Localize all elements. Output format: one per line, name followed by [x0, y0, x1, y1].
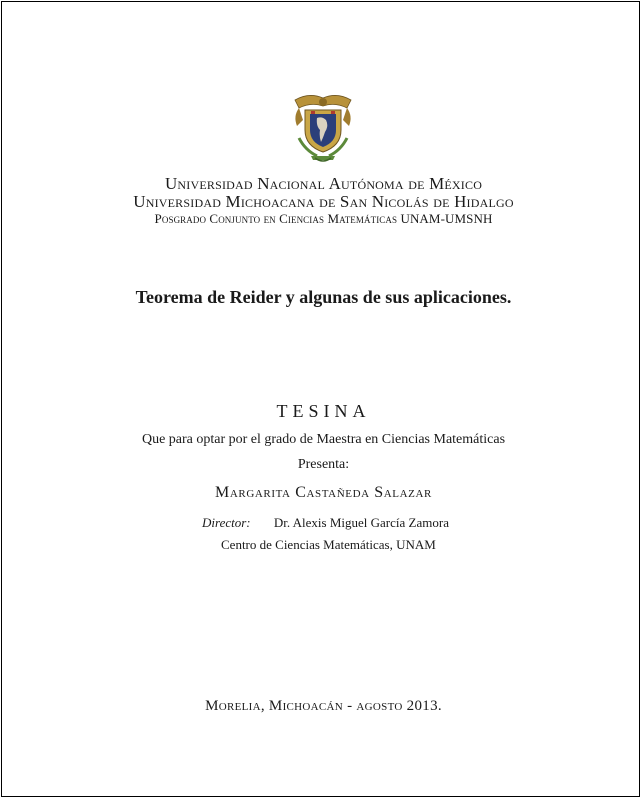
degree-purpose: Que para optar por el grado de Maestra en Ciencias Matemáticas	[141, 432, 506, 447]
author-name: Margarita Castañeda Salazar	[215, 484, 432, 501]
university-crest-icon	[289, 90, 357, 164]
university-name-umsnh: Universidad Michoacana de San Nicolás de Hidalgo	[133, 192, 514, 211]
place-and-date: Morelia, Michoacán - agosto 2013.	[205, 698, 442, 714]
thesis-cover-page	[1, 1, 640, 797]
university-name-unam: Universidad Nacional Autónoma de México	[164, 174, 483, 193]
presents-label: Presenta:	[297, 457, 350, 472]
document-type: TESINA	[276, 401, 371, 421]
director-label: Director:	[202, 515, 251, 530]
graduate-program-name: Posgrado Conjunto en Ciencias Matemáticas UNAM-UMSNH	[154, 211, 493, 226]
director-affiliation: Centro de Ciencias Matemáticas, UNAM	[221, 537, 436, 552]
director-name: Dr. Alexis Miguel García Zamora	[273, 515, 449, 530]
thesis-title: Teorema de Reider y algunas de sus aplicaciones.	[135, 287, 512, 307]
director-row	[202, 515, 449, 531]
